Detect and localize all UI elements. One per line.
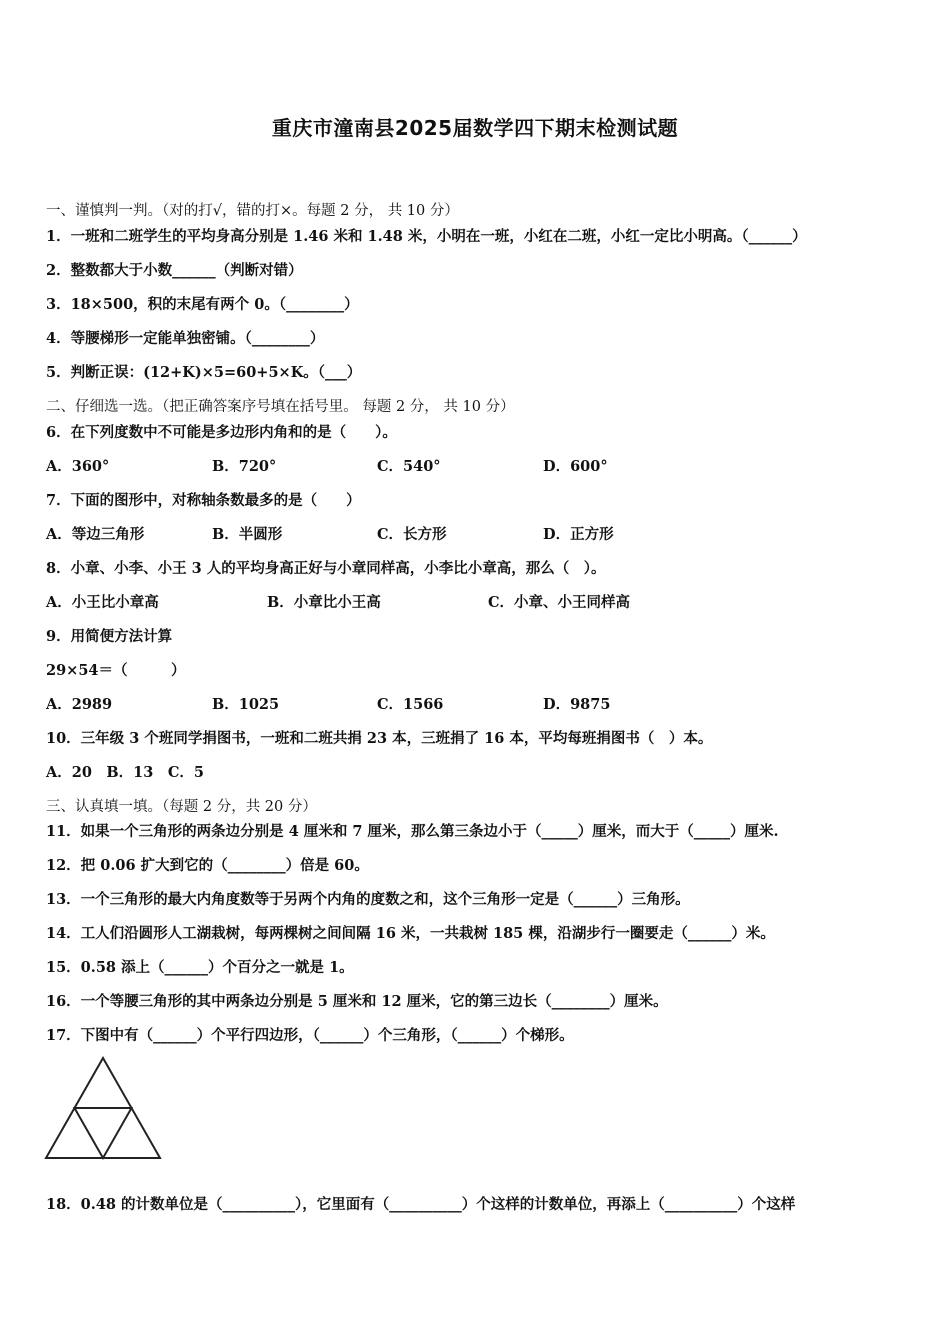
question-3: 3．18×500，积的末尾有两个 0。（________） [46, 296, 359, 313]
q6-option-b: B．720° [212, 458, 277, 475]
q7-option-d: D．正方形 [543, 526, 614, 543]
question-2: 2．整数都大于小数______（判断对错） [46, 262, 303, 279]
q8-option-a: A．小王比小章高 [46, 594, 159, 611]
question-15: 15．0.58 添上（______）个百分之一就是 1。 [46, 959, 354, 976]
q9-option-a: A．2989 [46, 696, 113, 713]
q9-option-d: D．9875 [543, 696, 611, 713]
section-3-heading: 三、认真填一填。（每题 2 分，共 20 分） [46, 799, 317, 815]
question-17: 17．下图中有（______）个平行四边形，（______）个三角形，（______）个梯形。 [46, 1027, 574, 1044]
section-2-heading: 二、仔细选一选。（把正确答案序号填在括号里。 每题 2 分， 共 10 分） [46, 399, 515, 415]
q8-option-b: B．小章比小王高 [267, 594, 381, 611]
q6-option-c: C．540° [377, 458, 441, 475]
q8-option-c: C．小章、小王同样高 [488, 594, 631, 611]
q7-option-b: B．半圆形 [212, 526, 283, 543]
q9-option-c: C．1566 [377, 696, 444, 713]
question-8: 8．小章、小李、小王 3 人的平均身高正好与小章同样高，小李比小章高，那么（ ）。 [46, 560, 606, 577]
question-18: 18．0.48 的计数单位是（__________），它里面有（__________）个这样的计数单位，再添上（__________）个这样 [46, 1196, 796, 1213]
question-10: 10．三年级 3 个班同学捐图书，一班和二班共捐 23 本，三班捐了 16 本，平均每班捐图书（ ）本。 [46, 730, 713, 747]
question-6: 6．在下列度数中不可能是多边形内角和的是（ ）。 [46, 424, 397, 441]
q6-option-a: A．360° [46, 458, 110, 475]
triangle-figure [44, 1056, 164, 1162]
question-7: 7．下面的图形中，对称轴条数最多的是（ ） [46, 492, 361, 509]
question-1: 1．一班和二班学生的平均身高分别是 1.46 米和 1.48 米，小明在一班，小红在二班，小红一定比小明高。（______） [46, 228, 807, 245]
q9-option-b: B．1025 [212, 696, 280, 713]
q7-option-c: C．长方形 [377, 526, 447, 543]
question-11: 11．如果一个三角形的两条边分别是 4 厘米和 7 厘米，那么第三条边小于（_____）厘米，而大于（_____）厘米. [46, 823, 779, 840]
question-5: 5．判断正误：(12+K)×5=60+5×K。（___） [46, 364, 362, 381]
question-16: 16．一个等腰三角形的其中两条边分别是 5 厘米和 12 厘米，它的第三边长（________）厘米。 [46, 993, 668, 1010]
q10-options: A．20 B．13 C．5 [46, 764, 204, 781]
page-title: 重庆市潼南县2025届数学四下期末检测试题 [271, 116, 679, 140]
question-13: 13．一个三角形的最大内角度数等于另两个内角的度数之和，这个三角形一定是（______）三角形。 [46, 891, 690, 908]
question-12: 12．把 0.06 扩大到它的（________）倍是 60。 [46, 857, 369, 874]
question-9-expression: 29×54＝（ ） [46, 662, 186, 679]
question-4: 4．等腰梯形一定能单独密铺。（________） [46, 330, 325, 347]
q7-option-a: A．等边三角形 [46, 526, 145, 543]
question-14: 14．工人们沿圆形人工湖栽树，每两棵树之间间隔 16 米，一共栽树 185 棵，沿湖步行一圈要走（______）米。 [46, 925, 775, 942]
inner-triangle [75, 1108, 132, 1158]
question-9: 9．用简便方法计算 [46, 628, 173, 645]
q6-option-d: D．600° [543, 458, 608, 475]
section-1-heading: 一、谨慎判一判。（对的打√，错的打×。每题 2 分， 共 10 分） [46, 203, 459, 219]
